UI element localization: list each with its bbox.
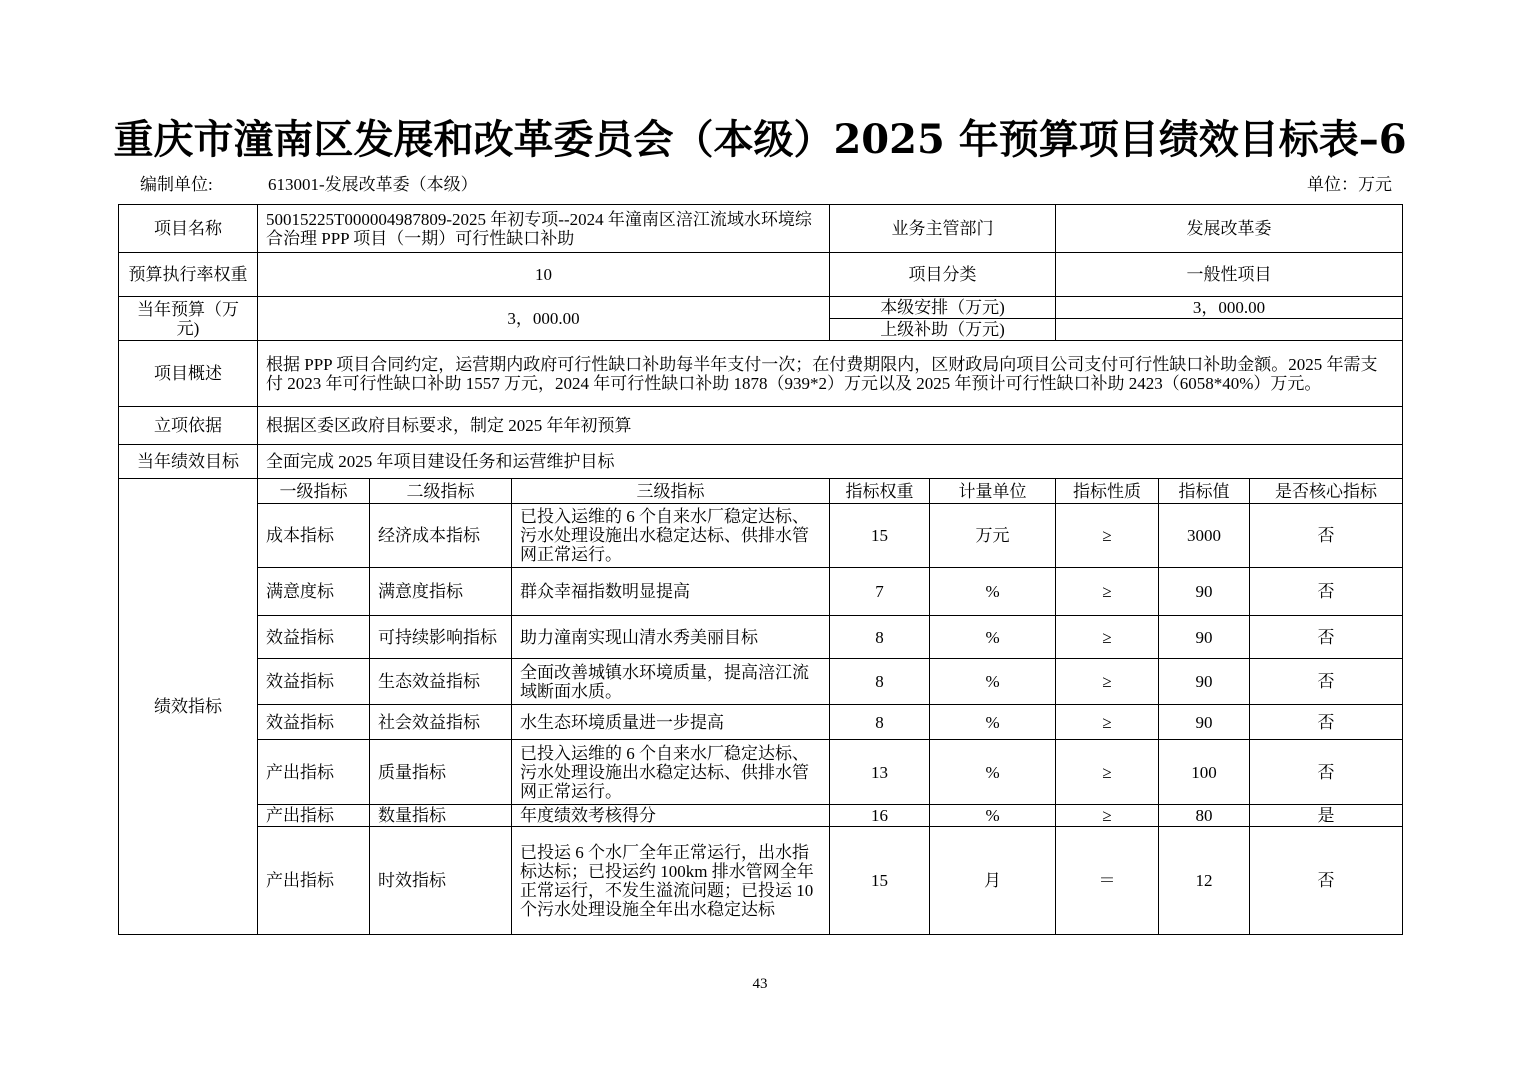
row-core: 否	[1250, 616, 1403, 659]
budget-row	[119, 297, 1403, 319]
row-unit: 万元	[930, 504, 1056, 568]
table-row	[119, 659, 1403, 705]
row-level1: 效益指标	[258, 659, 370, 705]
table-row	[119, 705, 1403, 740]
table-row	[119, 827, 1403, 935]
row-unit: %	[930, 740, 1056, 805]
upper-subsidy-label: 上级补助（万元)	[830, 319, 1056, 341]
row-level3: 年度绩效考核得分	[512, 805, 830, 827]
dept-value: 发展改革委	[1056, 205, 1403, 253]
header-core: 是否核心指标	[1250, 479, 1403, 504]
row-level3: 群众幸福指数明显提高	[512, 568, 830, 616]
row-unit: %	[930, 705, 1056, 740]
row-core: 是	[1250, 805, 1403, 827]
dept-label: 业务主管部门	[830, 205, 1056, 253]
category-value: 一般性项目	[1056, 253, 1403, 297]
row-level1: 效益指标	[258, 705, 370, 740]
project-name-row	[119, 205, 1403, 253]
goal-value: 全面完成 2025 年项目建设任务和运营维护目标	[258, 445, 1403, 479]
row-level2: 时效指标	[370, 827, 512, 935]
header-unit: 计量单位	[930, 479, 1056, 504]
row-level1: 满意度标	[258, 568, 370, 616]
row-unit: %	[930, 616, 1056, 659]
row-core: 否	[1250, 568, 1403, 616]
row-level2: 质量指标	[370, 740, 512, 805]
exec-weight-row	[119, 253, 1403, 297]
currency-unit: 单位：万元	[1307, 175, 1392, 194]
row-value: 90	[1159, 568, 1250, 616]
basis-label: 立项依据	[119, 407, 258, 445]
header-weight: 指标权重	[830, 479, 930, 504]
table-row	[119, 740, 1403, 805]
summary-label: 项目概述	[119, 341, 258, 407]
category-label: 项目分类	[830, 253, 1056, 297]
row-level2: 可持续影响指标	[370, 616, 512, 659]
row-level3: 助力潼南实现山清水秀美丽目标	[512, 616, 830, 659]
project-name-label: 项目名称	[119, 205, 258, 253]
row-level2: 社会效益指标	[370, 705, 512, 740]
header-level3: 三级指标	[512, 479, 830, 504]
budget-label: 当年预算（万元)	[119, 297, 258, 341]
basis-row	[119, 407, 1403, 445]
row-nature: ≥	[1056, 504, 1159, 568]
row-weight: 8	[830, 616, 930, 659]
page-title: 重庆市潼南区发展和改革委员会（本级）2025 年预算项目绩效目标表–6	[113, 116, 1407, 163]
row-nature: ≥	[1056, 616, 1159, 659]
summary-value: 根据 PPP 项目合同约定，运营期内政府可行性缺口补助每半年支付一次；在付费期限内，区财政局向项目公司支付可行性缺口补助金额。2025 年需支付 2023 年可行性缺口补助 1557 万元，2024 年可行性缺口补助 1878（939*2）万元以及 2025 年预计可行性缺口补助 2423（6058*40%）万元。	[258, 341, 1403, 407]
row-weight: 15	[830, 827, 930, 935]
performance-table	[118, 204, 1403, 935]
row-level1: 成本指标	[258, 504, 370, 568]
table-row	[119, 616, 1403, 659]
row-level1: 产出指标	[258, 740, 370, 805]
row-value: 100	[1159, 740, 1250, 805]
row-level1: 产出指标	[258, 805, 370, 827]
row-value: 90	[1159, 705, 1250, 740]
header-nature: 指标性质	[1056, 479, 1159, 504]
goal-row	[119, 445, 1403, 479]
row-level2: 数量指标	[370, 805, 512, 827]
row-level3: 已投入运维的 6 个自来水厂稳定达标、污水处理设施出水稳定达标、供排水管网正常运行。	[512, 740, 830, 805]
table-row	[119, 568, 1403, 616]
row-weight: 8	[830, 659, 930, 705]
row-core: 否	[1250, 827, 1403, 935]
exec-weight-label: 预算执行率权重	[119, 253, 258, 297]
indicator-section-label: 绩效指标	[119, 479, 258, 935]
exec-weight-value: 10	[258, 253, 830, 297]
row-weight: 13	[830, 740, 930, 805]
row-core: 否	[1250, 740, 1403, 805]
row-weight: 7	[830, 568, 930, 616]
indicator-header-row	[119, 479, 1403, 504]
summary-row	[119, 341, 1403, 407]
table-row	[119, 504, 1403, 568]
basis-value: 根据区委区政府目标要求，制定 2025 年年初预算	[258, 407, 1403, 445]
header-value: 指标值	[1159, 479, 1250, 504]
row-unit: 月	[930, 827, 1056, 935]
budget-value: 3，000.00	[258, 297, 830, 341]
own-arrangement-value: 3，000.00	[1056, 297, 1403, 319]
compiling-unit	[140, 170, 478, 195]
row-value: 12	[1159, 827, 1250, 935]
header-level1: 一级指标	[258, 479, 370, 504]
row-unit: %	[930, 568, 1056, 616]
row-level1: 产出指标	[258, 827, 370, 935]
header-level2: 二级指标	[370, 479, 512, 504]
row-level2: 满意度指标	[370, 568, 512, 616]
row-level3: 已投入运维的 6 个自来水厂稳定达标、污水处理设施出水稳定达标、供排水管网正常运行。	[512, 504, 830, 568]
row-nature: ≥	[1056, 705, 1159, 740]
project-name-value: 50015225T000004987809-2025 年初专项--2024 年潼南区涪江流域水环境综合治理 PPP 项目（一期）可行性缺口补助	[258, 205, 830, 253]
row-weight: 16	[830, 805, 930, 827]
row-level1: 效益指标	[258, 616, 370, 659]
row-level2: 经济成本指标	[370, 504, 512, 568]
row-core: 否	[1250, 659, 1403, 705]
row-nature: ≥	[1056, 659, 1159, 705]
compiling-unit-value: 613001-发展改革委（本级）	[268, 175, 478, 194]
row-level3: 水生态环境质量进一步提高	[512, 705, 830, 740]
row-value: 80	[1159, 805, 1250, 827]
table-row	[119, 805, 1403, 827]
row-value: 90	[1159, 659, 1250, 705]
compiling-unit-label: 编制单位:	[140, 175, 213, 194]
row-value: 90	[1159, 616, 1250, 659]
row-core: 否	[1250, 504, 1403, 568]
row-nature: ≥	[1056, 740, 1159, 805]
goal-label: 当年绩效目标	[119, 445, 258, 479]
row-level2: 生态效益指标	[370, 659, 512, 705]
upper-subsidy-value	[1056, 319, 1403, 341]
row-unit: %	[930, 805, 1056, 827]
row-level3: 已投运 6 个水厂全年正常运行，出水指标达标；已投运约 100km 排水管网全年正常运行，不发生溢流问题；已投运 10 个污水处理设施全年出水稳定达标	[512, 827, 830, 935]
page-number: 43	[752, 976, 768, 992]
row-nature: ≥	[1056, 568, 1159, 616]
row-level3: 全面改善城镇水环境质量，提高涪江流域断面水质。	[512, 659, 830, 705]
own-arrangement-label: 本级安排（万元)	[830, 297, 1056, 319]
row-nature: ≥	[1056, 805, 1159, 827]
row-core: 否	[1250, 705, 1403, 740]
row-nature: ＝	[1056, 827, 1159, 935]
row-value: 3000	[1159, 504, 1250, 568]
row-weight: 15	[830, 504, 930, 568]
row-weight: 8	[830, 705, 930, 740]
row-unit: %	[930, 659, 1056, 705]
